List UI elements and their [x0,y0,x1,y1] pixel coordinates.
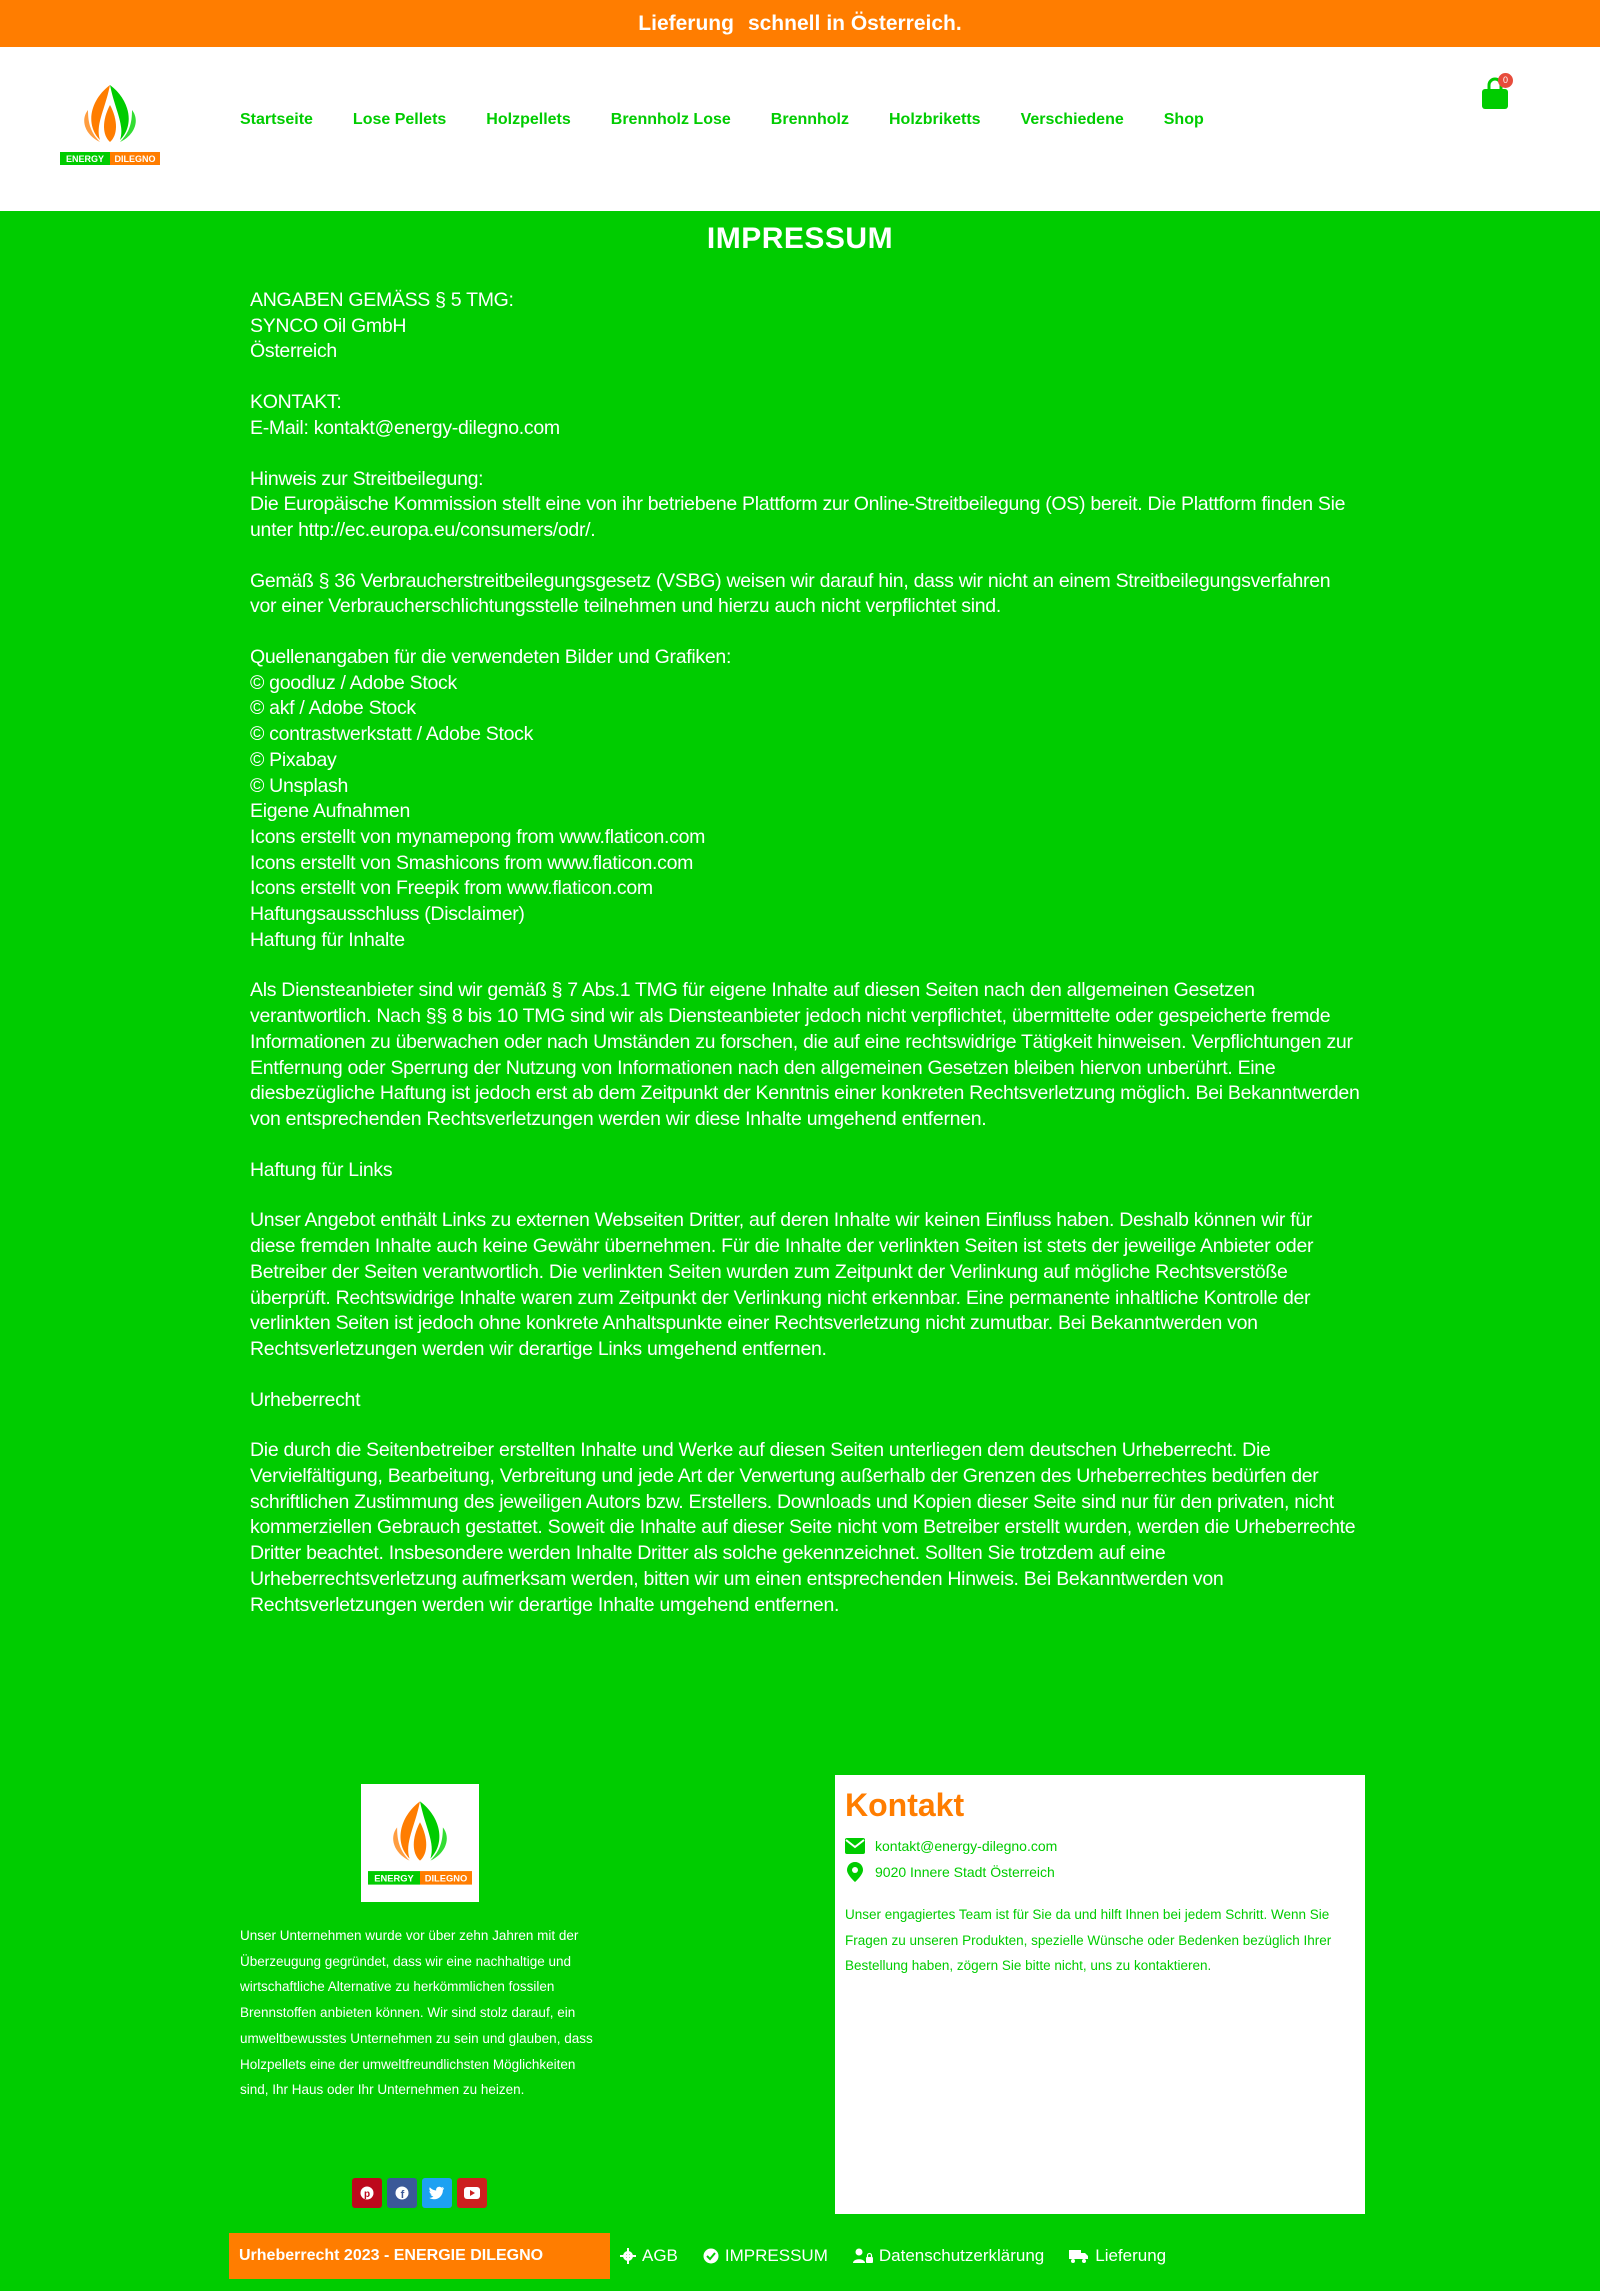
contact-email-text: kontakt@energy-dilegno.com [875,1838,1058,1854]
contact-description: Unser engagiertes Team ist für Sie da und hilft Ihnen bei jedem Schritt. Wenn Sie Fragen zu unseren Produkten, spezielle Wünsche oder Bedenken bezüglich Ihrer Bestellung haben, zögern Sie bitte nicht, uns zu kontaktieren. [845,1907,1332,1974]
pinterest-button[interactable] [352,2178,382,2208]
footer-about-text: Unser Unternehmen wurde vor über zehn Jahren mit der Überzeugung gegründet, dass wir eine nachhaltige und wirtschaftliche Alternative zu herkömmlichen fossilen Brennstoffen anbieten können. Wir sind stolz darauf, ein umweltbewusstes Unternehmen zu sein und glauben, dass Holzpellets eine der umweltfreundlichsten Möglichkeiten sind, Ihr Haus oder Ihr Unternehmen zu heizen. [240,1928,593,2098]
legal-heading: ANGABEN GEMÄSS § 5 TMG: [250,289,514,311]
contact-title: Kontakt [845,1787,965,1823]
impressum-content [250,288,1360,1643]
map-marker-icon [845,1862,865,1882]
svg-text:f: f [400,2189,405,2200]
youtube-button[interactable] [457,2178,487,2208]
source-item: Icons erstellt von mynamepong from www.flaticon.com [250,825,706,848]
nav-item-shop[interactable]: Shop [1163,111,1204,128]
copyright-paragraph: Die durch die Seitenbetreiber erstellten Inhalte und Werke auf diesen Seiten unterliegen dem deutschen Urheberrecht. Die Vervielfältigung, Bearbeitung, Verbreitung und jede Art der Verwertung außerhalb der Grenzen des Urheberrechtes bedürfen der schriftlichen Zustimmung des jeweiligen Autors bzw. Erstellers. Downloads und Kopien dieser Seite sind nur für den privaten, nicht kommerziellen Gebrauch gestattet. Soweit die Inhalte auf dieser Seite nicht vom Betreiber erstellt wurden, werden die Urheberrechte Dritter beachtet. Insbesondere werden Inhalte Dritter als solche gekennzeichnet. Sollten Sie trotzdem auf eine Urheberrechtsverletzung aufmerksam werden, bitten wir um einen entsprechenden Hinweis. Bei Bekanntwerden von Rechtsverletzungen werden wir derartige Inhalte umgehend entfernen. [250,1439,1356,1616]
vsbg-paragraph: Gemäß § 36 Verbraucherstreitbeilegungsgesetz (VSBG) weisen wir darauf hin, dass wir nicht an einem Streitbeilegungsverfahren vor einer Verbraucherschlichtungsstelle teilnehmen und hierzu auch nicht verpflichtet sind. [250,569,1331,618]
footer-link-label: IMPRESSUM [724,2246,828,2265]
nav-item-holzbriketts[interactable]: Holzbriketts [889,111,981,128]
copyright-heading: Urheberrecht [250,1388,361,1411]
dispute-text: Die Europäische Kommission stellt eine von ihr betriebene Plattform zur Online-Streitbeilegung (OS) bereit. Die Plattform finden Sie unter http://ec.europa.eu/consumers/odr/. [250,493,1346,541]
site-logo[interactable] [60,80,160,170]
footer-links [620,2246,1191,2266]
social-links [352,2178,487,2208]
footer-link-label: Datenschutzerklärung [878,2246,1045,2265]
footer-link-lieferung[interactable] [1069,2246,1166,2266]
source-item: Icons erstellt von Freepik from www.flaticon.com [250,877,653,900]
svg-text:ENERGY: ENERGY [65,154,105,164]
pinterest-icon [360,2186,374,2200]
youtube-icon [464,2187,480,2199]
twitter-icon [429,2186,445,2200]
truck-icon [1069,2248,1089,2264]
sources-heading: Quellenangaben für die verwendeten Bilder und Grafiken: [250,646,732,669]
nav-item-brennholz[interactable]: Brennholz [770,111,849,128]
contact-address-text: 9020 Innere Stadt Österreich [875,1864,1055,1880]
footer-link-datenschutz[interactable] [853,2246,1044,2266]
company-name: SYNCO Oil GmbH [250,314,407,337]
promo-text-bold: schnell [747,11,821,35]
user-lock-icon [853,2248,873,2264]
svg-text:DILEGNO: DILEGNO [114,154,156,164]
copyright-bar: Urheberrecht 2023 - ENERGIE DILEGNO [229,2233,610,2279]
site-header [0,47,1600,211]
svg-text:ENERGY: ENERGY [374,1873,414,1884]
footer-link-label: Lieferung [1095,2246,1167,2265]
footer-link-agb[interactable] [620,2246,678,2266]
promo-text-pre: Lieferung [638,11,734,35]
contact-heading: KONTAKT: [250,391,342,414]
contact-block [250,390,1360,441]
source-item: © goodluz / Adobe Stock [250,671,457,694]
source-item: Eigene Aufnahmen [250,800,410,823]
nav-item-holzpellets[interactable]: Holzpellets [486,111,571,128]
svg-text:p: p [363,2189,371,2200]
nav-item-verschiedene[interactable]: Verschiedene [1020,111,1124,128]
facebook-button[interactable] [387,2178,417,2208]
source-item: © Unsplash [250,774,349,797]
promo-bar [0,0,1600,47]
legal-info-block [250,288,1360,365]
footer-logo[interactable] [361,1784,479,1902]
gear-icon [620,2248,636,2264]
dispute-block [250,467,1360,544]
liability-content-heading: Haftung für Inhalte [250,928,405,951]
promo-text-post: in Österreich. [826,11,962,35]
company-country: Österreich [250,340,337,363]
main-nav [240,111,1244,129]
footer-link-label: AGB [642,2246,678,2265]
cart-count-badge: 0 [1498,73,1513,88]
source-item: © akf / Adobe Stock [250,697,416,720]
svg-text:DILEGNO: DILEGNO [424,1873,468,1884]
liability-links-paragraph: Unser Angebot enthält Links zu externen Webseiten Dritter, auf deren Inhalte wir keinen Einfluss haben. Deshalb können wir für diese fremden Inhalte auch keine Gewähr übernehmen. Für die Inhalte der verlinkten Seiten ist stets der jeweilige Anbieter oder Betreiber der Seiten verantwortlich. Die verlinkten Seiten wurden zum Zeitpunkt der Verlinkung auf mögliche Rechtsverstöße überprüft. Rechtswidrige Inhalte waren zum Zeitpunkt der Verlinkung nicht erkennbar. Eine permanente inhaltliche Kontrolle der verlinkten Seiten ist jedoch ohne konkrete Anhaltspunkte einer Rechtsverletzung nicht zumutbar. Bei Bekanntwerden von Rechtsverletzungen werden wir derartige Links umgehend entfernen. [250,1209,1314,1360]
contact-address-row [845,1862,1355,1882]
sources-block [250,645,1360,953]
nav-item-startseite[interactable]: Startseite [240,111,313,128]
facebook-icon [395,2186,409,2200]
nav-item-lose-pellets[interactable]: Lose Pellets [352,111,447,128]
liability-content-paragraph: Als Diensteanbieter sind wir gemäß § 7 Abs.1 TMG für eigene Inhalte auf diesen Seiten nach den allgemeinen Gesetzen verantwortlich. Nach §§ 8 bis 10 TMG sind wir als Diensteanbieter jedoch nicht verpflichtet, übermittelte oder gespeicherte fremde Informationen zu überwachen oder nach Umständen zu forschen, die auf eine rechtswidrige Tätigkeit hinweisen. Verpflichtungen zur Entfernung oder Sperrung der Nutzung von Informationen nach den allgemeinen Gesetzen bleiben hiervon unberührt. Eine diesbezügliche Haftung ist jedoch erst ab dem Zeitpunkt der Kenntnis einer konkreten Rechtsverletzung möglich. Bei Bekanntwerden von entsprechenden Rechtsverletzungen werden wir diese Inhalte umgehend entfernen. [250,979,1360,1130]
nav-item-brennholz-lose[interactable]: Brennholz Lose [610,111,731,128]
twitter-button[interactable] [422,2178,452,2208]
envelope-icon [845,1838,865,1854]
check-circle-icon [703,2248,719,2264]
contact-email-row[interactable] [845,1838,1355,1854]
contact-email: E-Mail: kontakt@energy-dilegno.com [250,416,560,439]
page-title: IMPRESSUM [706,222,894,255]
source-item: Icons erstellt von Smashicons from www.flaticon.com [250,851,694,874]
source-item: © contrastwerkstatt / Adobe Stock [250,723,534,746]
footer-link-impressum[interactable] [703,2246,828,2266]
disclaimer-heading: Haftungsausschluss (Disclaimer) [250,903,525,926]
source-item: © Pixabay [250,748,337,771]
dispute-heading: Hinweis zur Streitbeilegung: [250,467,484,490]
liability-links-heading: Haftung für Links [250,1158,393,1181]
contact-box [835,1775,1365,2214]
